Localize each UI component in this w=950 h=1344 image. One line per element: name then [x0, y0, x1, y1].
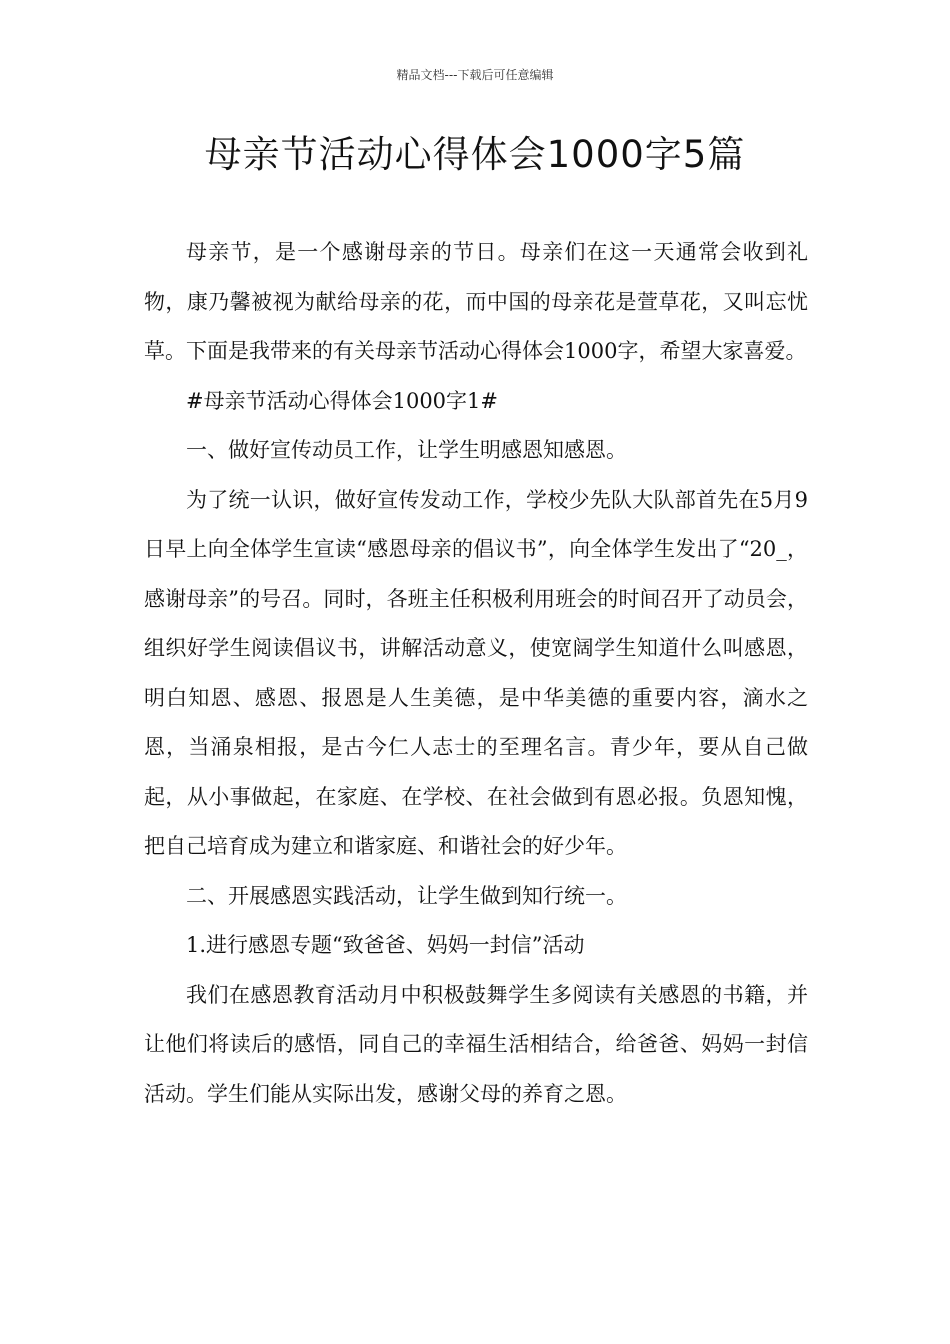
document-title: 母亲节活动心得体会1000字5篇	[204, 133, 746, 176]
paragraph-heading-1: 一、做好宣传动员工作，让学生明感恩知感恩。	[186, 438, 627, 462]
paragraph-body-2: 我们在感恩教育活动月中积极鼓舞学生多阅读有关感恩的书籍，并让他们将读后的感悟，同自己的幸福生活相结合，给爸爸、妈妈一封信活动。学生们能从实际出发，感谢父母的养育之恩。	[144, 982, 808, 1106]
paragraph-heading-2: 二、开展感恩实践活动，让学生做到知行统一。	[186, 883, 627, 908]
paragraph-body-1: 为了统一认识，做好宣传发动工作，学校少先队大队部首先在5月9日早上向全体学生宣读“感恩母亲的倡议书”，向全体学生发出了“20_，感谢母亲”的号召。同时，各班主任积极利用班会的时间召开了动员会，组织好学生阅读倡议书，讲解活动意义，使宽阔学生知道什么叫感恩，明白知恩、感恩、报恩是人生美德，是中华美德的重要内容，滴水之恩，当涌泉相报，是古今仁人志士的至理名言。青少年，要从自己做起，从小事做起，在家庭、在学校、在社会做到有恩必报。负恩知愧，把自己培育成为建立和谐家庭、和谐社会的好少年。	[144, 487, 808, 858]
document-body	[144, 228, 808, 1119]
page-header: 精品文档---下载后可任意编辑	[396, 68, 554, 82]
paragraph-section-heading: #母亲节活动心得体会1000字1#	[186, 388, 498, 413]
paragraph-subheading-1: 1.进行感恩专题“致爸爸、妈妈一封信”活动	[186, 933, 585, 957]
paragraph-intro: 母亲节，是一个感谢母亲的节日。母亲们在这一天通常会收到礼物，康乃馨被视为献给母亲的花，而中国的母亲花是萱草花，又叫忘忧草。下面是我带来的有关母亲节活动心得体会1000字，希望大家喜爱。	[144, 240, 808, 363]
